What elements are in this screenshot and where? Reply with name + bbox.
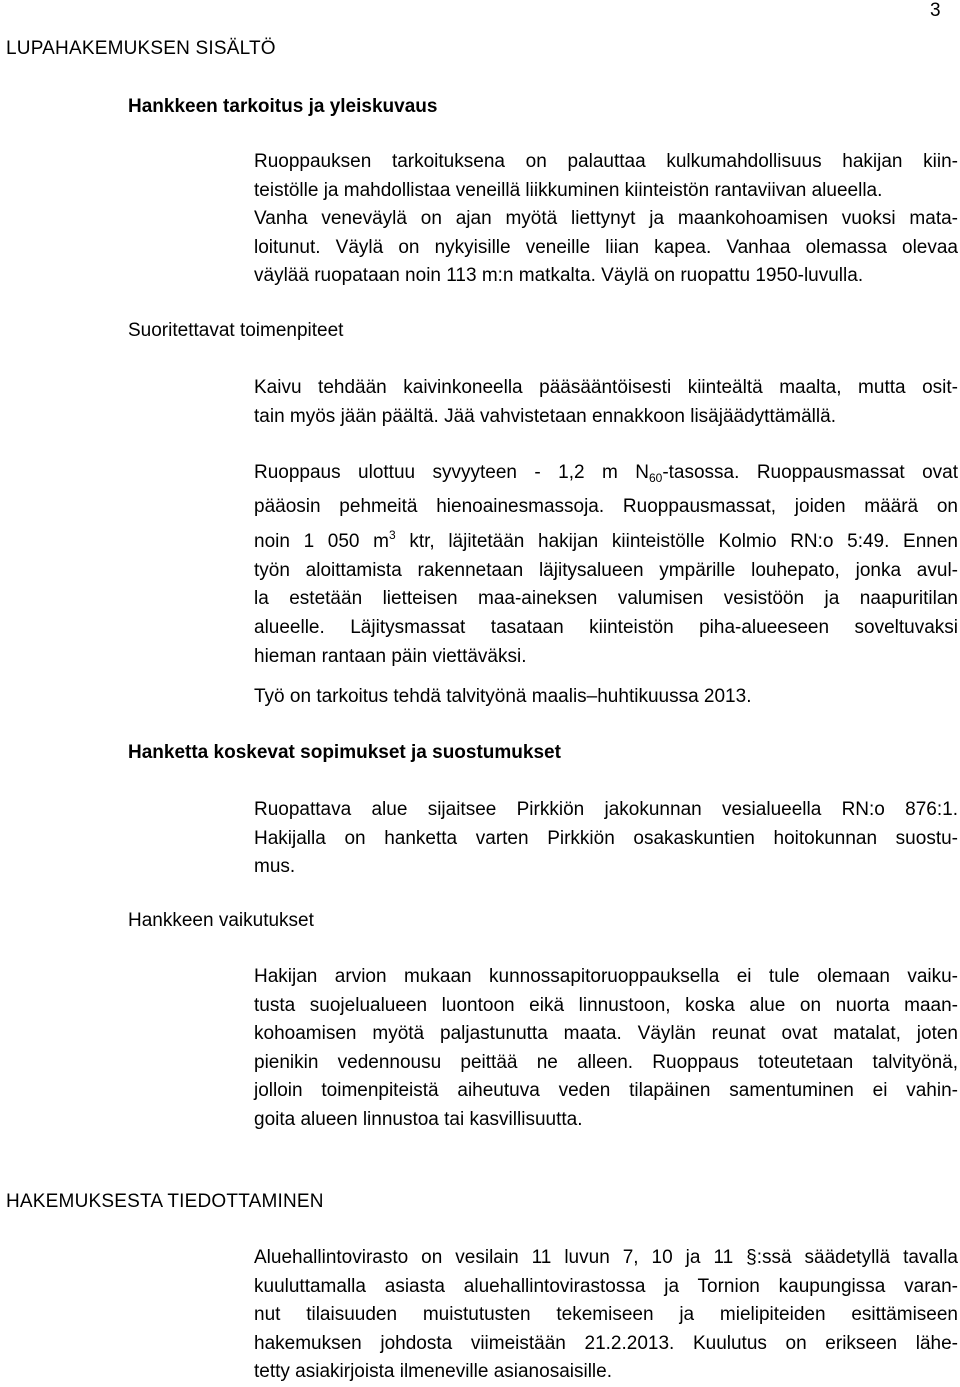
page-number: 3 [930, 0, 941, 21]
text-line: kuuluttamalla asiasta aluehallintovirastossa ja Tornion kaupungissa varan- [254, 1275, 958, 1297]
paragraph-sopimukset [254, 796, 958, 882]
text-segment: Ruoppaus ulottuu syvyyteen - 1,2 m N [254, 462, 649, 483]
text-line: alueelle. Läjitysmassat tasataan kiinteistön piha-alueeseen soveltuvaksi [254, 616, 958, 638]
paragraph-toimenpiteet-3 [254, 683, 958, 712]
text-line: väylää ruopataan noin 113 m:n matkalta. Väylä on ruopattu 1950-luvulla. [254, 265, 864, 287]
text-line: hieman rantaan päin viettäväksi. [254, 645, 527, 667]
text-line: tusta suojelualueen luontoon eikä linnustoon, koska alue on nuorta maan- [254, 994, 958, 1016]
text-line: kohoamisen myötä paljastunutta maata. Väylän reunat ovat matalat, joten [254, 1023, 958, 1045]
text-segment: -tasossa. Ruoppausmassat ovat [662, 462, 959, 483]
paragraph-toimenpiteet-1 [254, 374, 958, 431]
text-line: pääosin pehmeitä hienoainesmassoja. Ruoppausmassat, joiden määrä on [254, 495, 958, 517]
text-line: Ruoppauksen tarkoituksena on palauttaa kulkumahdollisuus hakijan kiin- [254, 151, 958, 172]
heading-vaikutukset: Hankkeen vaikutukset [128, 910, 314, 931]
text-line: Hakijalla on hanketta varten Pirkkiön osakaskuntien hoitokunnan suostu- [254, 827, 958, 849]
text-line: nut tilaisuuden muistutusten tekemiseen ja mielipiteiden esittämiseen [254, 1304, 958, 1326]
paragraph-vaikutukset [254, 963, 958, 1135]
text-line: teistölle ja mahdollistaa veneillä liikkuminen kiinteistön rantaviivan alueella. [254, 179, 883, 201]
text-line: Aluehallintovirasto on vesilain 11 luvun 7, 10 ja 11 §:ssä säädetyllä tavalla [254, 1247, 958, 1268]
text-line: la estetään liettеisen maa-aineksen valumisen vesistöön ja naapuritilan [254, 588, 958, 610]
section-title-lupahakemus: LUPAHAKEMUKSEN SISÄLTÖ [6, 38, 276, 59]
section-title-tiedottaminen: HAKEMUKSESTA TIEDOTTAMINEN [6, 1191, 324, 1212]
text-line: mus. [254, 856, 296, 878]
subscript: 60 [648, 471, 663, 485]
text-line: loitunut. Väylä on nykyisille veneille liian kapea. Vanhaa olemassa olevaa [254, 236, 958, 258]
paragraph-tarkoitus [254, 148, 958, 291]
paragraph-tiedottaminen [254, 1244, 958, 1387]
text-line: jolloin toimenpiteistä aiheutuva veden tilapäinen samentuminen ei vahin- [254, 1080, 958, 1102]
heading-sopimukset: Hanketta koskevat sopimukset ja suostumukset [128, 742, 561, 763]
heading-toimenpiteet: Suoritettavat toimenpiteet [128, 320, 344, 341]
text-line: tain myös jään päältä. Jää vahvistetaan ennakkoon lisäjäädyttämällä. [254, 405, 836, 427]
text-line [254, 521, 958, 557]
text-line: Vanha veneväylä on ajan myötä liettynyt ja maankohoamisen vuoksi mata- [254, 208, 958, 230]
text-segment: ktr, läjitetään hakijan kiinteistölle Kolmio RN:o 5:49. Ennen [395, 531, 958, 553]
text-line: pienikin vedennousu peittää ne alleen. Ruoppaus toteutetaan talvityönä, [254, 1051, 958, 1073]
text-line [254, 459, 958, 493]
text-line: Hakijan arvion mukaan kunnossapitoruoppauksella ei tule olemaan vaiku- [254, 966, 958, 987]
text-line: Kaivu tehdään kaivinkoneella pääsääntöisesti kiinteältä maalta, mutta osit- [254, 377, 958, 398]
text-line: Työ on tarkoitus tehdä talvityönä maalis–huhtikuussa 2013. [254, 686, 752, 707]
text-line: hakemuksen johdosta viimeistään 21.2.2013. Kuulutus on erikseen lähe- [254, 1332, 958, 1354]
text-line: työn aloittamista rakennetaan läjitysalueen ympärille louhepato, jonka avul- [254, 559, 958, 581]
paragraph-toimenpiteet-2 [254, 459, 958, 671]
heading-tarkoitus: Hankkeen tarkoitus ja yleiskuvaus [128, 96, 438, 117]
text-line: Ruopattava alue sijaitsee Pirkkiön jakokunnan vesialueella RN:o 876:1. [254, 799, 958, 820]
text-line: tetty asiakirjoista ilmeneville asianosaisille. [254, 1361, 612, 1383]
text-segment: noin 1 050 m [254, 531, 389, 553]
superscript: 3 [388, 528, 396, 543]
text-line: goita alueen linnustoa tai kasvillisuutta. [254, 1108, 583, 1130]
